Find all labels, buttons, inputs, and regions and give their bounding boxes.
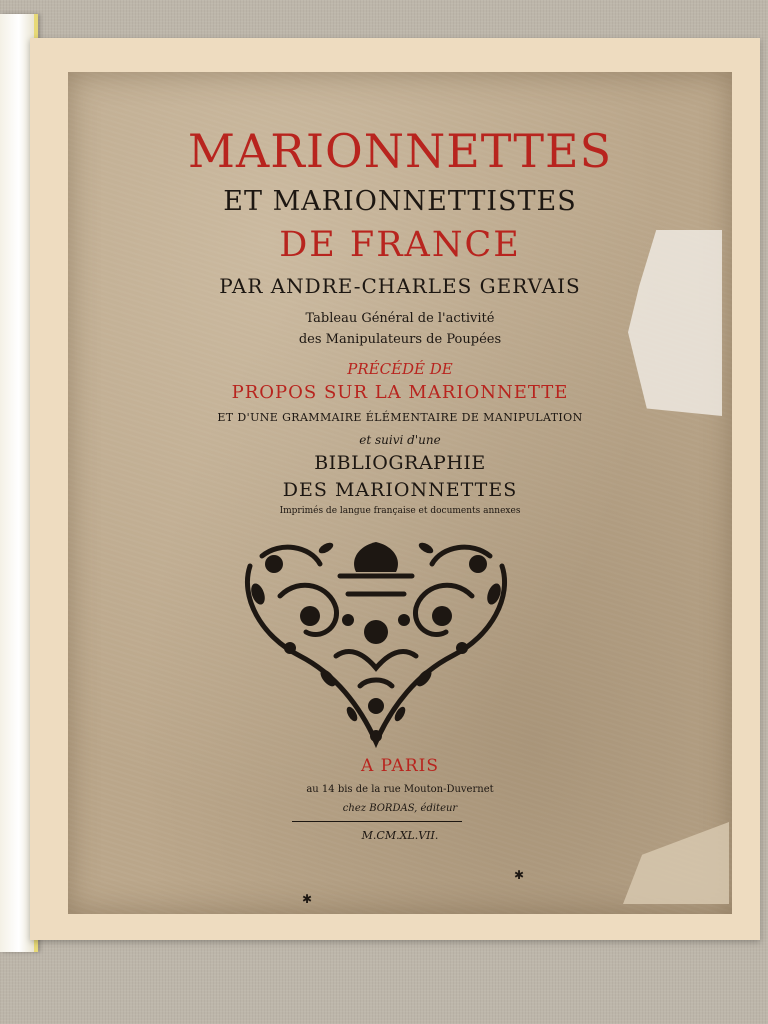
divider-rule [292,821,462,822]
baroque-floral-ornament-icon [240,536,512,750]
book-title: MARIONNETTES [187,124,613,178]
bibliographie-line1: BIBLIOGRAPHIE [314,452,486,474]
place-line: A PARIS [361,756,439,776]
author-line: PAR ANDRE-CHARLES GERVAIS [219,274,581,298]
date-line: M.CM.XL.VII. [361,829,439,842]
bibliographie-line2: DES MARIONNETTES [282,479,518,501]
imprimes-line: Imprimés de langue française et documents annexes [279,506,521,516]
description-line1: Tableau Général de l'activité [305,311,495,326]
description-line2: des Manipulateurs de Poupées [298,332,502,347]
preceded-by-line: PRÉCÉDÉ DE [347,360,453,378]
title-page [68,72,732,914]
ink-spot-icon: ✱ [302,892,313,906]
propos-line: PROPOS SUR LA MARIONNETTE [231,382,569,403]
book-subtitle-line1: ET MARIONNETTISTES [223,186,577,217]
followed-by-line: et suivi d'une [359,433,441,447]
ink-spot-icon: ✱ [514,868,525,882]
address-line: au 14 bis de la rue Mouton-Duvernet [306,784,494,795]
publisher-line: chez BORDAS, éditeur [342,803,458,814]
book-subtitle-line2: DE FRANCE [279,225,521,265]
grammaire-line: ET D'UNE GRAMMAIRE ÉLÉMENTAIRE DE MANIPULATION [217,411,583,424]
